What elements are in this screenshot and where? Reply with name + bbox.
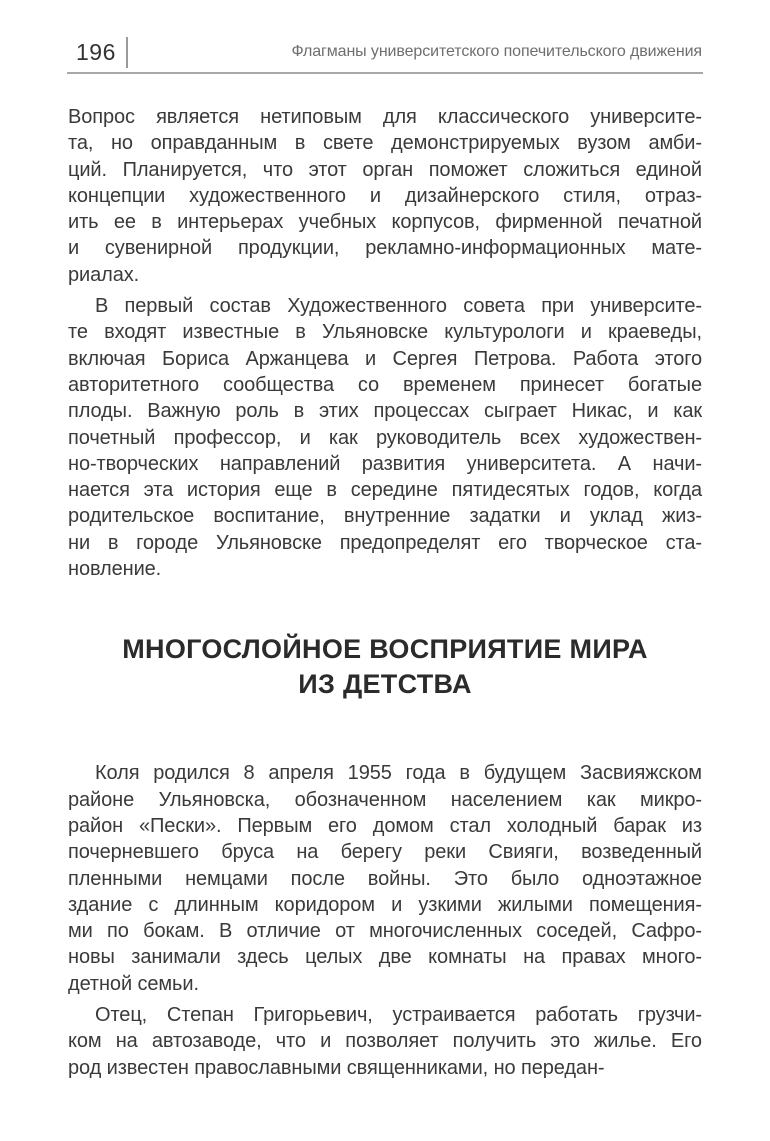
- section-heading-line: МНОГОСЛОЙНОЕ ВОСПРИЯТИЕ МИРА: [122, 634, 648, 665]
- text-line: риалах.: [68, 263, 140, 286]
- paragraphs-before-heading: [68, 104, 702, 582]
- text-line: Отец, Степан Григорьевич, устраивается работать грузчи-: [95, 1004, 702, 1027]
- text-line: но-творческих направлений развития университета. А начи-: [68, 452, 702, 475]
- text-line: почерневшего бруса на берегу реки Свияги, возведенный: [68, 841, 702, 864]
- text-line: концепции художественного и дизайнерского стиля, отраз-: [68, 184, 702, 207]
- text-line: и сувенирной продукции, рекламно-информационных мате-: [68, 237, 702, 260]
- text-line: родительское воспитание, внутренние задатки и уклад жиз-: [68, 505, 702, 528]
- text-line: район «Пески». Первым его домом стал холодный барак из: [68, 814, 702, 837]
- text-line: авторитетного сообщества со временем принесет богатые: [68, 373, 702, 396]
- text-line: ить ее в интерьерах учебных корпусов, фирменной печатной: [68, 211, 702, 234]
- paragraph: [68, 760, 702, 997]
- text-line: ком на автозаводе, что и позволяет получить это жилье. Его: [68, 1030, 702, 1053]
- paragraph: [68, 1002, 702, 1081]
- text-line: пленными немцами после войны. Это было одноэтажное: [68, 867, 702, 890]
- text-line: нается эта история еще в середине пятидесятых годов, когда: [68, 479, 702, 502]
- running-header: [68, 36, 702, 68]
- section-heading-line: ИЗ ДЕТСТВА: [298, 669, 472, 700]
- paragraph: [68, 104, 702, 288]
- paragraphs-after-heading: [68, 760, 702, 1081]
- text-line: новление.: [68, 558, 162, 581]
- text-line: районе Ульяновска, обозначенном населением как микро-: [68, 788, 702, 811]
- section-heading: [68, 632, 702, 702]
- text-line: почетный профессор, и как руководитель всех художествен-: [68, 426, 702, 449]
- text-line: ми по бокам. В отличие от многочисленных соседей, Сафро-: [68, 920, 702, 943]
- text-line: Коля родился 8 апреля 1955 года в будущем Засвияжском: [95, 762, 702, 785]
- text-line: В первый состав Художественного совета при университе-: [95, 295, 702, 318]
- text-line: та, но оправданным в свете демонстрируемых вузом амби-: [68, 132, 702, 155]
- text-line: ций. Планируется, что этот орган поможет сложиться единой: [68, 158, 702, 181]
- text-line: плоды. Важную роль в этих процессах сыграет Никас, и как: [68, 400, 702, 423]
- paragraph: [68, 293, 702, 582]
- page-number: 196: [76, 38, 116, 65]
- text-line: новы занимали здесь целых две комнаты на правах много-: [68, 946, 702, 969]
- header-rule: [67, 72, 703, 74]
- text-line: ни в городе Ульяновске предопределят его творческое ста-: [68, 531, 702, 554]
- text-line: Вопрос является нетиповым для классического университе-: [68, 106, 702, 128]
- text-line: здание с длинным коридором и узкими жилыми помещения-: [68, 893, 702, 916]
- text-line: род известен православными священниками, но передан-: [68, 1056, 605, 1079]
- article-body: [68, 104, 702, 1086]
- text-line: детной семьи.: [68, 972, 199, 995]
- running-title: Флагманы университетского попечительского движения: [291, 43, 702, 60]
- text-line: те входят известные в Ульяновске культурологи и краеведы,: [68, 321, 702, 344]
- text-line: включая Бориса Аржанцева и Сергея Петрова. Работа этого: [68, 347, 702, 370]
